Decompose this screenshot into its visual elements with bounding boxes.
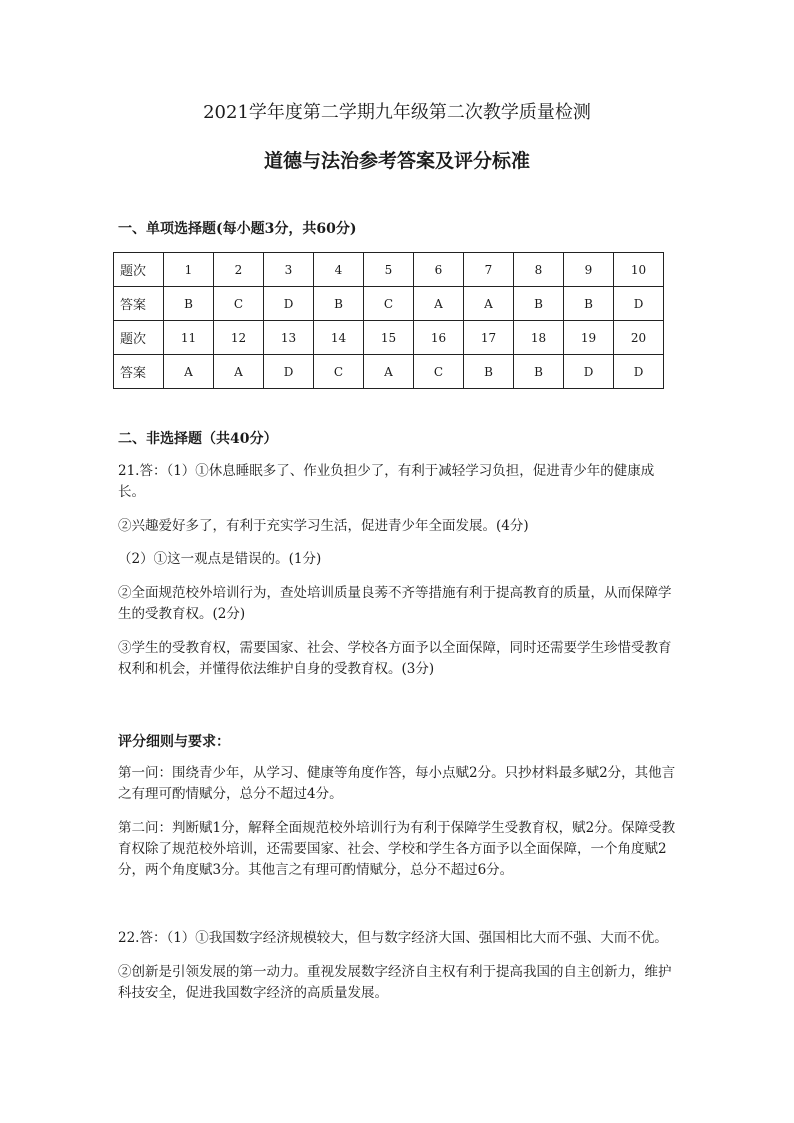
table-cell: 6	[414, 253, 464, 287]
table-cell: A	[414, 287, 464, 321]
table-row	[114, 321, 664, 355]
table-cell: A	[464, 287, 514, 321]
table-cell: 16	[414, 321, 464, 355]
table-cell: D	[614, 355, 664, 389]
row-label: 答案	[114, 355, 164, 389]
table-cell: D	[264, 287, 314, 321]
table-cell: 19	[564, 321, 614, 355]
grading-item1: 第一问：围绕青少年，从学习、健康等角度作答，每小点赋2分。只抄材料最多赋2分，其他言之有理可酌情赋分，总分不超过4分。	[118, 765, 676, 802]
row-label: 题次	[114, 321, 164, 355]
answer-table	[113, 252, 664, 389]
table-cell: 1	[164, 253, 214, 287]
table-cell: 5	[364, 253, 414, 287]
q21-part5: ③学生的受教育权，需要国家、社会、学校各方面予以全面保障，同时还需要学生珍惜受教育权利和机会，并懂得依法维护自身的受教育权。(3分)	[118, 640, 672, 677]
table-cell: 13	[264, 321, 314, 355]
table-cell: D	[264, 355, 314, 389]
table-cell: B	[564, 287, 614, 321]
table-cell: 3	[264, 253, 314, 287]
section1-heading: 一、单项选择题(每小题3分，共60分)	[118, 221, 357, 237]
section2-heading: 二、非选择题（共40分）	[118, 431, 278, 447]
q21-part3: （2）①这一观点是错误的。(1分)	[118, 551, 322, 567]
table-cell: C	[214, 287, 264, 321]
table-cell: 14	[314, 321, 364, 355]
q22-part2: ②创新是引领发展的第一动力。重视发展数字经济自主权有利于提高我国的自主创新力，维护科技安全，促进我国数字经济的高质量发展。	[118, 964, 672, 1001]
table-cell: D	[564, 355, 614, 389]
table-cell: 2	[214, 253, 264, 287]
table-cell: 10	[614, 253, 664, 287]
table-cell: 17	[464, 321, 514, 355]
table-cell: 9	[564, 253, 614, 287]
table-cell: A	[164, 355, 214, 389]
table-cell: C	[364, 287, 414, 321]
table-cell: B	[314, 287, 364, 321]
q21-part4: ②全面规范校外培训行为，查处培训质量良莠不齐等措施有利于提高教育的质量，从而保障学生的受教育权。(2分)	[118, 585, 672, 622]
table-cell: 4	[314, 253, 364, 287]
table-cell: C	[414, 355, 464, 389]
table-cell: 11	[164, 321, 214, 355]
exam-title: 2021学年度第二学期九年级第二次教学质量检测	[203, 102, 591, 123]
q21-part1: 21.答：（1）①休息睡眠多了、作业负担少了，有利于减轻学习负担，促进青少年的健康成长。	[118, 463, 655, 500]
page-subtitle: 道德与法治参考答案及评分标准	[263, 150, 530, 172]
grading-item2: 第二问：判断赋1分，解释全面规范校外培训行为有利于保障学生受教育权，赋2分。保障受教育权除了规范校外培训，还需要国家、社会、学校和学生各方面予以全面保障，一个角度赋2分，两个角度赋3分。其他言之有理可酌情赋分，总分不超过6分。	[118, 820, 676, 878]
row-label: 题次	[114, 253, 164, 287]
table-cell: A	[364, 355, 414, 389]
table-row	[114, 253, 664, 287]
q22-part1: 22.答：（1）①我国数字经济规模较大，但与数字经济大国、强国相比大而不强、大而不优。	[118, 930, 668, 946]
table-cell: A	[214, 355, 264, 389]
table-cell: 15	[364, 321, 414, 355]
table-cell: D	[614, 287, 664, 321]
row-label: 答案	[114, 287, 164, 321]
table-cell: 18	[514, 321, 564, 355]
table-cell: B	[464, 355, 514, 389]
q21-part2: ②兴趣爱好多了，有利于充实学习生活，促进青少年全面发展。(4分)	[118, 518, 529, 534]
table-row	[114, 355, 664, 389]
table-cell: B	[514, 287, 564, 321]
table-cell: B	[164, 287, 214, 321]
table-cell: C	[314, 355, 364, 389]
table-cell: 8	[514, 253, 564, 287]
table-row	[114, 287, 664, 321]
table-cell: 12	[214, 321, 264, 355]
table-cell: B	[514, 355, 564, 389]
grading-heading: 评分细则与要求：	[118, 734, 230, 750]
table-cell: 20	[614, 321, 664, 355]
table-cell: 7	[464, 253, 514, 287]
